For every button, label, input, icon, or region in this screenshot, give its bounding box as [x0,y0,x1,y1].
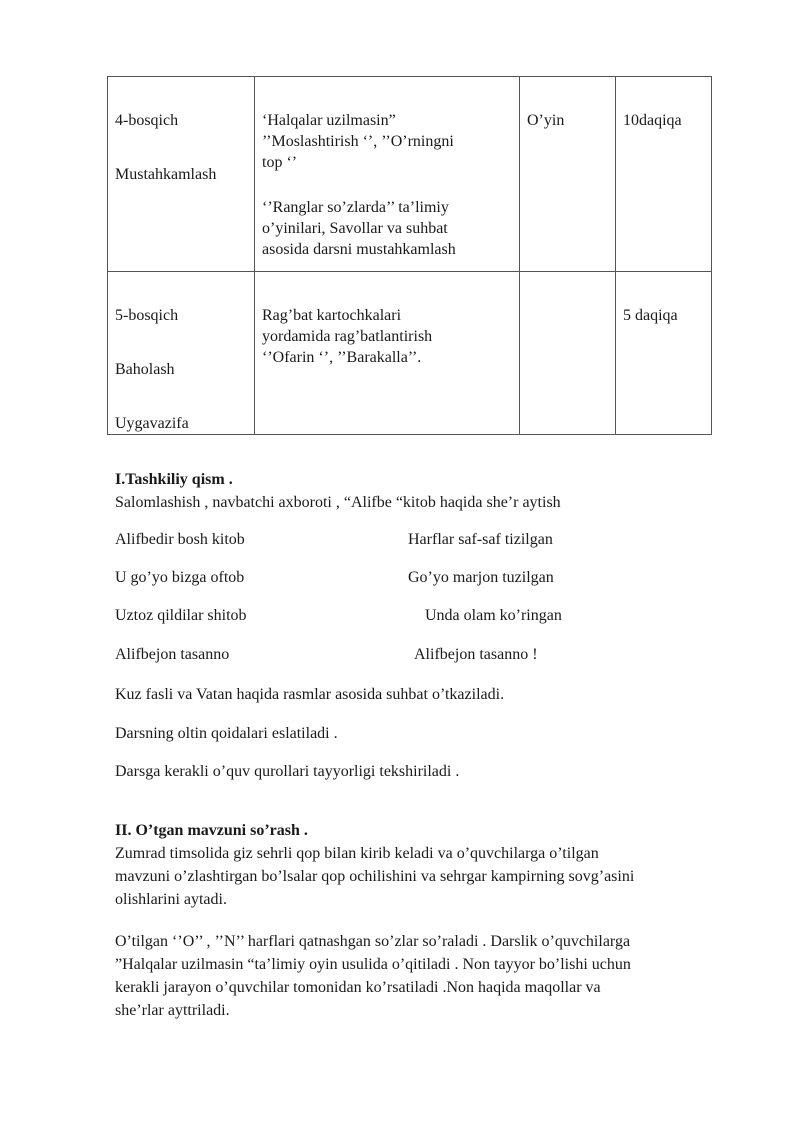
paragraph-line: ”Halqalar uzilmasin “ta’limiy oyin usulida o’qitiladi . Non tayyor bo’lishi uchun [115,956,631,973]
poem-line-right: Go’yo marjon tuzilgan [408,569,554,586]
section1-intro: Salomlashish , navbatchi axboroti , “Alifbe “kitob haqida she’r aytish [115,494,561,511]
activity-line: ’’Moslashtirish ‘’, ’’O’rningni [262,133,454,150]
poem-line-right: Harflar saf-saf tizilgan [408,531,553,548]
time-text: 5 daqiqa [623,307,678,324]
poem-line-left: Uztoz qildilar shitob [115,607,247,624]
activity-line: o’yinilari, Savollar va suhbat [262,220,448,237]
method-cell [520,272,616,435]
paragraph-line: kerakli jarayon o’quvchilar tomonidan ko’rsatiladi .Non haqida maqollar va [115,979,601,996]
activity-line: ‘’Ranglar so’zlarda’’ ta’limiy [262,199,449,216]
activity-line: top ‘’ [262,154,298,171]
activity-line: yordamida rag’batlantirish [262,328,433,345]
section2-heading: II. O’tgan mavzuni so’rash . [115,822,308,839]
paragraph: Darsning oltin qoidalari eslatiladi . [115,725,338,742]
stage-number: 4-bosqich [115,112,179,129]
time-cell [616,272,712,435]
stage-name: Baholash [115,361,175,378]
paragraph [115,930,745,1022]
poem-line-right: Unda olam ko’ringan [425,607,562,624]
stage-extra: Uygavazifa [115,415,189,432]
activity-cell [255,272,520,435]
paragraph [115,842,745,911]
paragraph: Darsga kerakli o’quv qurollari tayyorligi tekshiriladi . [115,763,460,780]
stage-cell [108,77,255,272]
time-cell [616,77,712,272]
stage-number: 5-bosqich [115,307,179,324]
time-text: 10daqiqa [623,112,682,129]
activity-cell [255,77,520,272]
section1-heading: I.Tashkiliy qism . [115,471,233,488]
method-cell [520,77,616,272]
table-row [108,77,712,272]
paragraph-line: mavzuni o’zlashtirgan bo’lsalar qop ochilishini va sehrgar kampirning sovg’asini [115,868,635,885]
poem-line-left: Alifbedir bosh kitob [115,531,245,548]
activity-line: asosida darsni mustahkamlash [262,241,456,258]
poem-line-right: Alifbejon tasanno ! [414,646,538,663]
lesson-plan-table [107,76,712,435]
table-row [108,272,712,435]
method-text: O’yin [527,112,565,129]
poem-line-left: U go’yo bizga oftob [115,569,245,586]
activity-line: ‘Halqalar uzilmasin” [262,112,396,129]
poem-line-left: Alifbejon tasanno [115,646,230,663]
paragraph-line: she’rlar ayttriladi. [115,1002,230,1019]
activity-line: Rag’bat kartochkalari [262,307,402,324]
paragraph-line: O’tilgan ‘’O’’ , ’’N’’ harflari qatnashgan so’zlar so’raladi . Darslik o’quvchilarga [115,933,631,950]
paragraph: Kuz fasli va Vatan haqida rasmlar asosida suhbat o’tkaziladi. [115,686,505,703]
paragraph-line: olishlarini aytadi. [115,891,227,908]
activity-line: ‘’Ofarin ‘’, ’’Barakalla’’. [262,349,422,366]
stage-cell [108,272,255,435]
paragraph-line: Zumrad timsolida giz sehrli qop bilan kirib keladi va o’quvchilarga o’tilgan [115,845,599,862]
stage-name: Mustahkamlash [115,166,217,183]
